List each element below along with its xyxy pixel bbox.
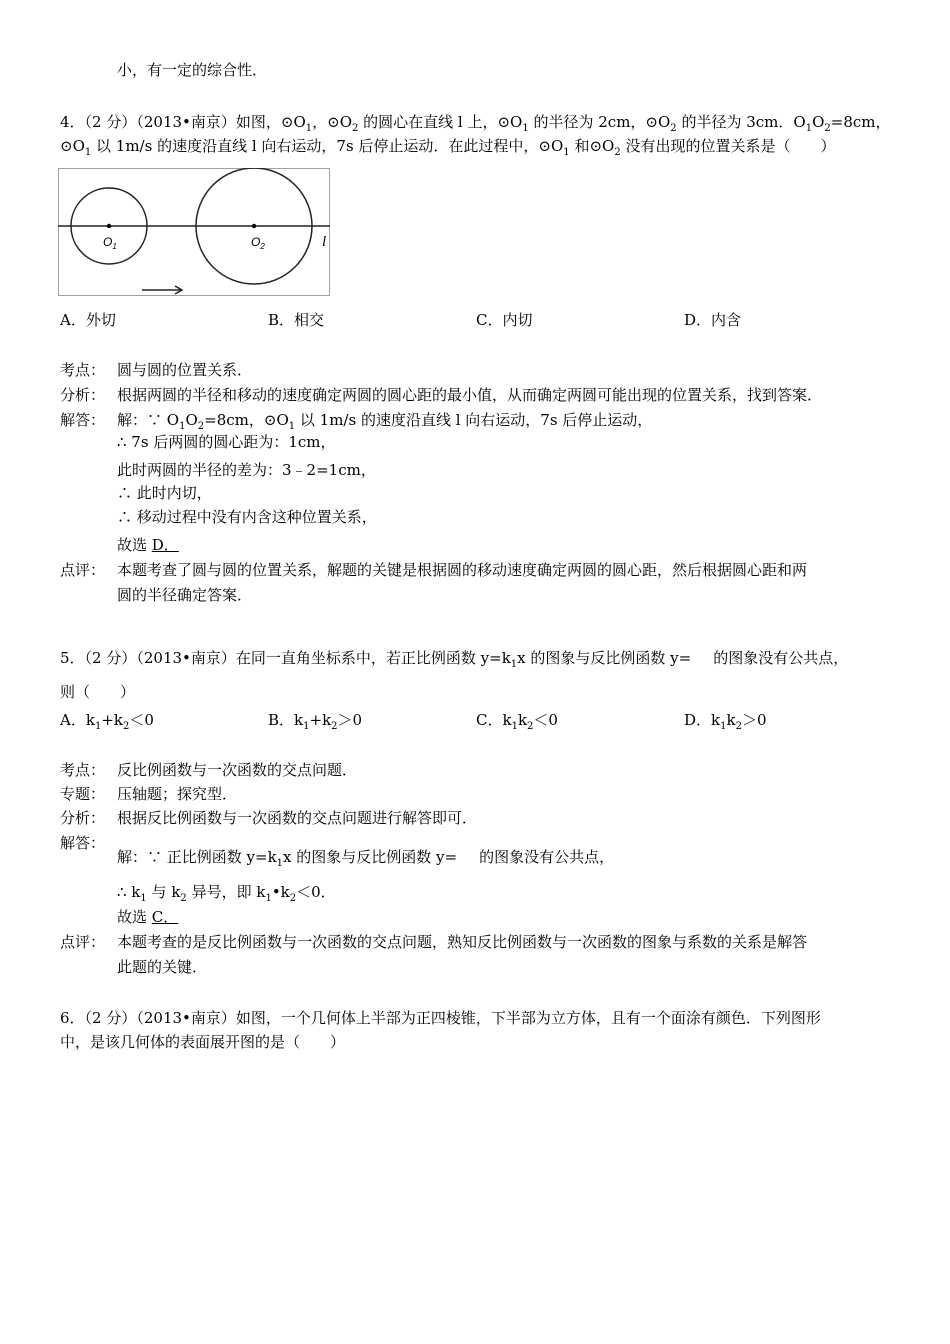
q4-fenxi-label: 分析： — [60, 386, 106, 404]
q4-option-a: A．外切 — [60, 311, 116, 329]
lead-text: 小，有一定的综合性． — [117, 61, 268, 79]
q5-dianping-line2: 此题的关键． — [117, 958, 208, 976]
q4-stem-line1: 4．（2 分）（2013•南京）如图，$⊙O_1$，$⊙O_2$ 的圆心在直线 l 上，$⊙O_1$ 的半径为 2cm，$⊙O_2$ 的半径为 3cm．$O_1O_2=8cm$， — [60, 113, 891, 134]
q4-kaodian-label: 考点： — [60, 361, 106, 379]
center-o1 — [107, 224, 111, 228]
label-o2: $O_2$ — [251, 235, 265, 251]
q5-stem-line2: 则（ ） — [60, 683, 136, 701]
q6-stem-line1: 6．（2 分）（2013•南京）如图，一个几何体上半部为正四棱锥，下半部为立方体，且有一个面涂有颜色．下列图形 — [60, 1009, 821, 1027]
q4-jieda-label: 解答： — [60, 411, 106, 429]
q4-fenxi: 根据两圆的半径和移动的速度确定两圆的圆心距的最小值，从而确定两圆可能出现的位置关系，找到答案． — [117, 386, 823, 404]
q4-circles-figure — [58, 168, 330, 296]
q5-jieda-label: 解答： — [60, 834, 106, 852]
q5-zhuanti-label: 专题： — [60, 785, 106, 803]
q4-jieda-line5: ∴ 移动过程中没有内含这种位置关系， — [117, 508, 377, 526]
center-o2 — [252, 224, 256, 228]
q4-dianping-line2: 圆的半径确定答案． — [117, 586, 253, 604]
q5-kaodian: 反比例函数与一次函数的交点问题． — [117, 761, 358, 779]
q5-fenxi: 根据反比例函数与一次函数的交点问题进行解答即可． — [117, 809, 478, 827]
q4-option-d: D．内含 — [684, 311, 742, 329]
q4-dianping-line1: 本题考查了圆与圆的位置关系，解题的关键是根据圆的移动速度确定两圆的圆心距，然后根据圆心距和两 — [117, 561, 808, 579]
q5-dianping-line1: 本题考查的是反比例函数与一次函数的交点问题，熟知反比例函数与一次函数的图象与系数的关系是解答 — [117, 933, 808, 951]
q4-jieda-line3: 此时两圆的半径的差为：3﹣2=1cm， — [117, 461, 376, 479]
q5-zhuanti: 压轴题；探究型． — [117, 785, 238, 803]
q4-stem-line2: $⊙O_1$ 以 1m/s 的速度沿直线 l 向右运动，7s 后停止运动．在此过程中，$⊙O_1$ 和$⊙O_2$ 没有出现的位置关系是（ ） — [60, 137, 836, 158]
q5-jieda-line3: 故选 C． — [117, 908, 179, 926]
q4-option-b: B．相交 — [268, 311, 325, 329]
q4-jieda-line1: 解：∵ $O_1O_2=8cm$，$⊙O_1$ 以 1m/s 的速度沿直线 l 向右运动，7s 后停止运动， — [117, 411, 653, 432]
q4-option-c: C．内切 — [476, 311, 533, 329]
q4-kaodian: 圆与圆的位置关系． — [117, 361, 253, 379]
q4-jieda-line2: ∴ 7s 后两圆的圆心距为：1cm， — [117, 433, 336, 451]
q5-jieda-line2: ∴ $k_1$ 与 $k_2$ 异号，即 $k_1•k_2<0$． — [117, 883, 336, 904]
figure-border — [59, 169, 330, 296]
q5-dianping-label: 点评： — [60, 933, 106, 951]
label-line-l: l — [322, 234, 327, 250]
q4-jieda-line4: ∴ 此时内切， — [117, 484, 212, 502]
q5-option-c: C．$k_1k_2<0$ — [476, 711, 558, 732]
q4-jieda-line6: 故选 D． — [117, 536, 179, 554]
q5-fenxi-label: 分析： — [60, 809, 106, 827]
q5-option-a: A．$k_1+k_2<0$ — [60, 711, 154, 732]
q4-dianping-label: 点评： — [60, 561, 106, 579]
q5-option-b: B．$k_1+k_2>0$ — [268, 711, 363, 732]
label-o1: $O_1$ — [103, 235, 117, 251]
q5-kaodian-label: 考点： — [60, 761, 106, 779]
q6-stem-line2: 中，是该几何体的表面展开图的是（ ） — [60, 1033, 346, 1051]
q5-jieda-line1: 解：∵ 正比例函数 $y=k_1x$ 的图象与反比例函数 y= 的图象没有公共点， — [117, 848, 615, 869]
q5-stem-line1: 5．（2 分）（2013•南京）在同一直角坐标系中，若正比例函数 $y=k_1x$ 的图象与反比例函数 y= 的图象没有公共点， — [60, 649, 849, 670]
q5-option-d: D．$k_1k_2>0$ — [684, 711, 767, 732]
